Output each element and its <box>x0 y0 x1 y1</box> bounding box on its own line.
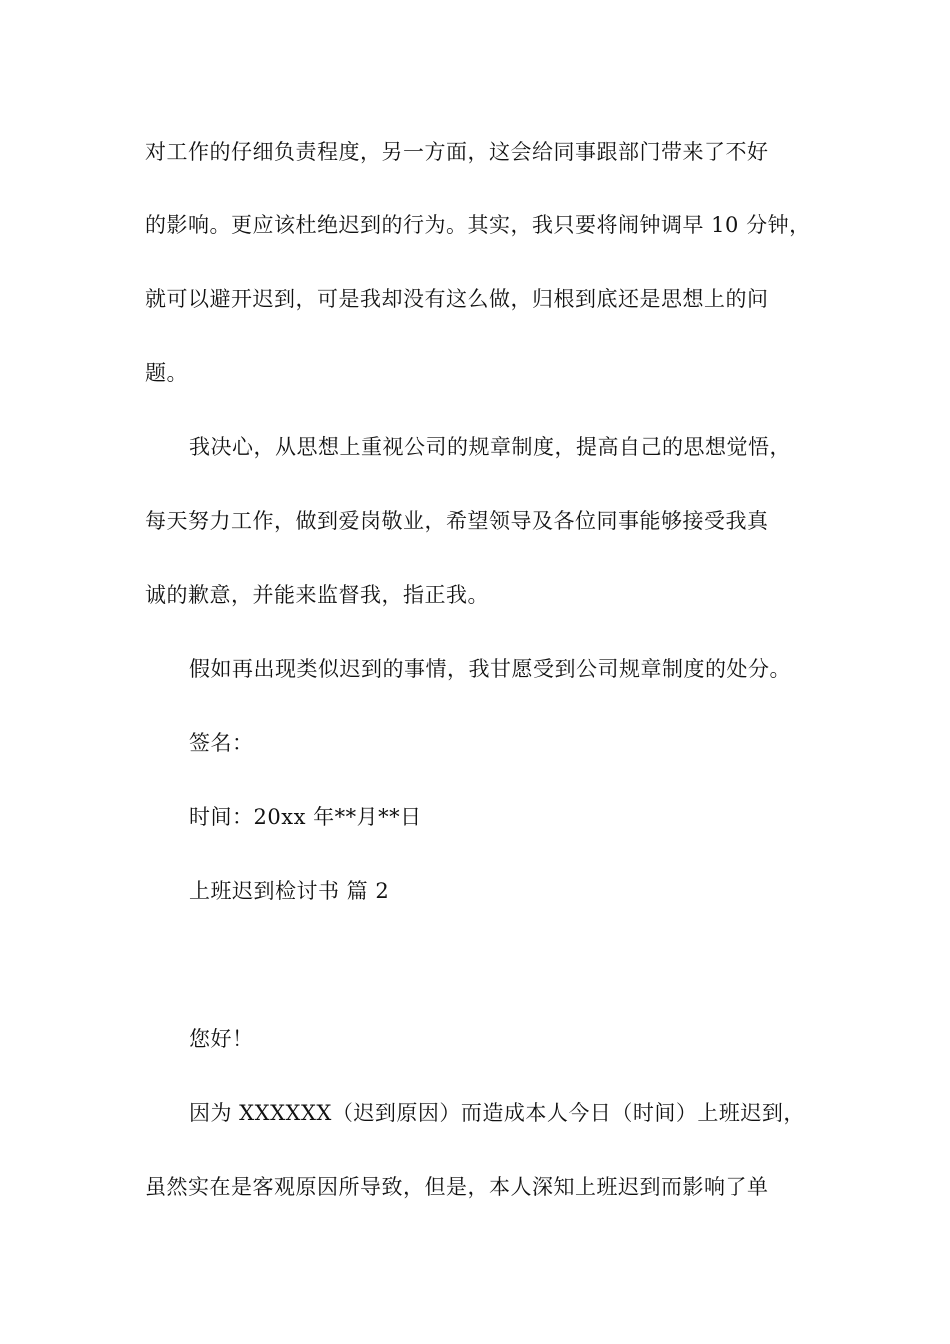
date-line: 时间：20xx 年**月**日 <box>189 805 422 829</box>
paragraph-start-line: 我决心，从思想上重视公司的规章制度，提高自己的思想觉悟， <box>189 435 791 459</box>
body-text-line: 的影响。更应该杜绝迟到的行为。其实，我只要将闹钟调早 10 分钟， <box>145 213 811 237</box>
paragraph-start-line: 因为 XXXXXX（迟到原因）而造成本人今日（时间）上班迟到， <box>189 1101 805 1125</box>
body-text-line: 虽然实在是客观原因所导致，但是，本人深知上班迟到而影响了单 <box>145 1175 769 1199</box>
body-text-line: 题。 <box>145 361 188 385</box>
body-text-line: 每天努力工作，做到爱岗敬业，希望领导及各位同事能够接受我真 <box>145 509 769 533</box>
signature-label: 签名： <box>189 731 254 755</box>
paragraph-start-line: 假如再出现类似迟到的事情，我甘愿受到公司规章制度的处分。 <box>189 657 791 681</box>
body-text-line: 就可以避开迟到，可是我却没有这么做，归根到底还是思想上的问 <box>145 287 769 311</box>
section-heading: 上班迟到检讨书 篇 2 <box>189 879 390 903</box>
body-text-line: 诚的歉意，并能来监督我，指正我。 <box>145 583 489 607</box>
greeting-line: 您好！ <box>189 1027 254 1051</box>
body-text-line: 对工作的仔细负责程度，另一方面，这会给同事跟部门带来了不好 <box>145 140 769 164</box>
